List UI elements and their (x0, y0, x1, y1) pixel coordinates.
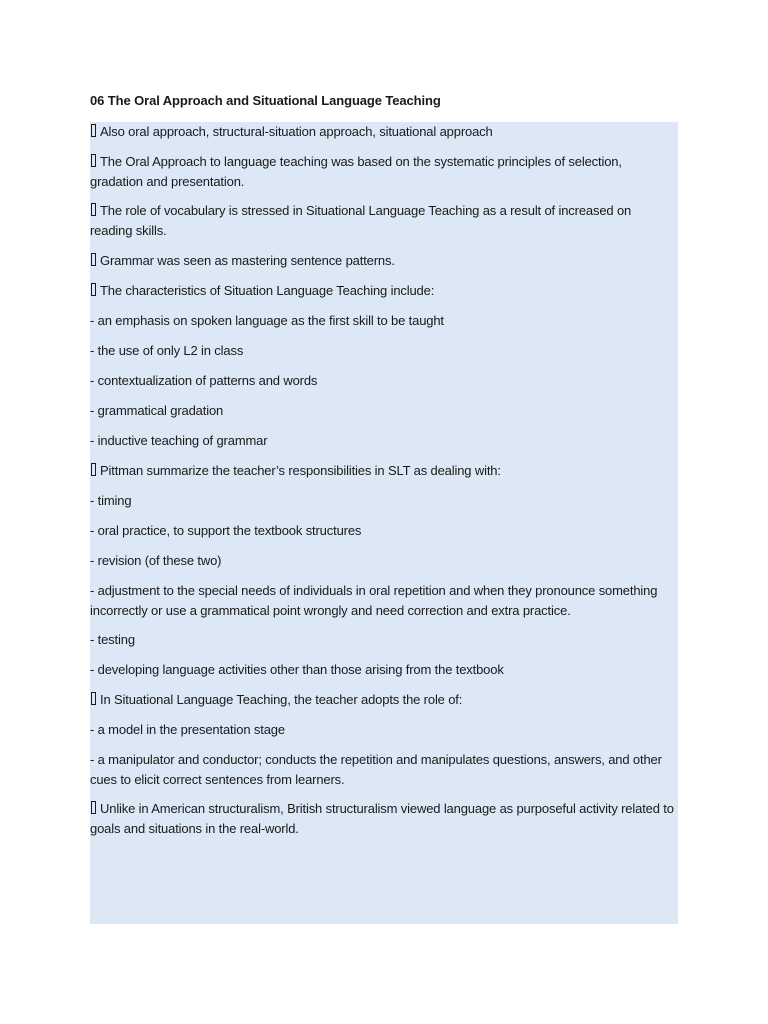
paragraph-text: Also oral approach, structural-situation approach, situational approach (100, 124, 493, 139)
square-bullet-icon (91, 253, 96, 266)
square-bullet-icon (91, 124, 96, 137)
paragraph-dash: - adjustment to the special needs of individuals in oral repetition and when they pronounce something incorrectly or use a grammatical point wrongly and need correction and extra practice. (90, 583, 658, 618)
paragraph-dash: - developing language activities other than those arising from the textbook (90, 662, 504, 677)
paragraph-dash: - a model in the presentation stage (90, 722, 285, 737)
square-bullet-icon (91, 801, 96, 814)
paragraph-bullet (90, 201, 674, 240)
paragraph-dash: - the use of only L2 in class (90, 343, 244, 358)
paragraph-dash: - a manipulator and conductor; conducts the repetition and manipulates questions, answers, and other cues to elicit correct sentences from learners. (90, 752, 662, 787)
paragraph-text: The Oral Approach to language teaching was based on the systematic principles of selection, gradation and presentation. (90, 154, 622, 189)
square-bullet-icon (91, 692, 96, 705)
paragraph-text: Grammar was seen as mastering sentence patterns. (100, 253, 395, 268)
paragraph-dash: - testing (90, 632, 135, 647)
paragraph-dash: - an emphasis on spoken language as the first skill to be taught (90, 313, 444, 328)
paragraph-dash: - oral practice, to support the textbook structures (90, 523, 362, 538)
paragraph-text: In Situational Language Teaching, the teacher adopts the role of: (100, 692, 463, 707)
paragraph-bullet (90, 461, 674, 481)
square-bullet-icon (91, 203, 96, 216)
shaded-content-box (90, 122, 678, 924)
paragraph-text: Unlike in American structuralism, British structuralism viewed language as purposeful activity related to goals and situations in the real-world. (90, 801, 674, 836)
paragraph-dash: - contextualization of patterns and words (90, 373, 318, 388)
paragraph-bullet (90, 281, 674, 301)
paragraph-bullet (90, 122, 674, 142)
square-bullet-icon (91, 154, 96, 167)
paragraph-text: The characteristics of Situation Language Teaching include: (100, 283, 435, 298)
paragraph-bullet (90, 152, 674, 191)
paragraph-dash: - grammatical gradation (90, 403, 224, 418)
paragraph-dash: - timing (90, 493, 132, 508)
paragraph-bullet (90, 690, 674, 710)
paragraph-bullet (90, 799, 674, 838)
square-bullet-icon (91, 283, 96, 296)
paragraph-bullet (90, 251, 674, 271)
paragraph-text: Pittman summarize the teacher’s responsibilities in SLT as dealing with: (100, 463, 501, 478)
paragraph-text: The role of vocabulary is stressed in Situational Language Teaching as a result of increased on reading skills. (90, 203, 632, 238)
paragraph-dash: - inductive teaching of grammar (90, 433, 268, 448)
paragraph-dash: - revision (of these two) (90, 553, 222, 568)
square-bullet-icon (91, 463, 96, 476)
document-title: 06 The Oral Approach and Situational Language Teaching (90, 93, 441, 108)
